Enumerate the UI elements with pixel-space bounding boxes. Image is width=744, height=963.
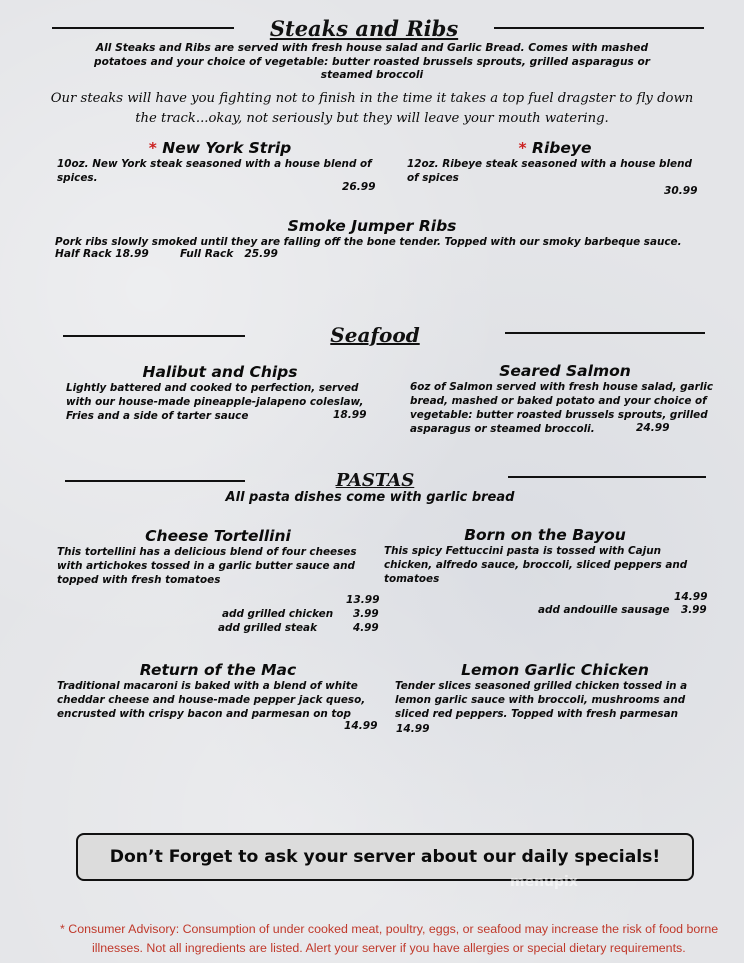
advisory-line-1: * Consumer Advisory: Consumption of under cooked meat, poultry, eggs, or seafood may increase the risk of food borne bbox=[60, 922, 719, 936]
price-new-york-strip: 26.99 bbox=[342, 181, 376, 193]
price-seared-salmon: 24.99 bbox=[636, 422, 670, 434]
watermark-logo: menupix bbox=[510, 874, 578, 890]
steaks-section-title: Steaks and Ribs bbox=[269, 16, 459, 41]
desc-line: bread, mashed or baked potato and your choice of bbox=[410, 395, 707, 407]
advisory-line-2: illnesses. Not all ingredients are listed. Alert your server if you have allergies or special dietary requirements. bbox=[92, 941, 686, 955]
desc-line: with our house-made pineapple-jalapeno coleslaw, bbox=[66, 396, 364, 408]
steaks-intro bbox=[40, 42, 704, 83]
dish-desc-return-of-the-mac bbox=[57, 679, 377, 721]
desc-line: 6oz of Salmon served with fresh house salad, garlic bbox=[410, 381, 714, 393]
desc-line: This tortellini has a delicious blend of four cheeses bbox=[57, 546, 357, 558]
addon-price: 4.99 bbox=[353, 622, 379, 634]
desc-line: Fries and a side of tarter sauce bbox=[66, 410, 249, 422]
price-cheese-tortellini: 13.99 bbox=[346, 594, 380, 606]
dish-title-cheese-tortellini: Cheese Tortellini bbox=[145, 527, 291, 545]
desc-line: Tender slices seasoned grilled chicken tossed in a bbox=[395, 680, 688, 692]
dish-desc-born-on-the-bayou bbox=[384, 544, 714, 586]
desc-line: sliced red peppers. Topped with fresh parmesan bbox=[395, 708, 679, 720]
addon-label: add grilled steak bbox=[218, 622, 317, 634]
consumer-advisory bbox=[60, 920, 730, 958]
dish-desc-seared-salmon bbox=[410, 380, 720, 436]
desc-line: tomatoes bbox=[384, 573, 440, 585]
addon-price: 3.99 bbox=[681, 604, 707, 616]
tagline-line-1: Our steaks will have you fighting not to finish in the time it takes a top fuel dragster to fly down bbox=[50, 91, 694, 106]
dish-desc-smoke-jumper-ribs: Pork ribs slowly smoked until they are falling off the bone tender. Topped with our smoky barbeque sauce. bbox=[55, 236, 682, 248]
steaks-tagline bbox=[30, 89, 714, 129]
addon-label: add andouille sausage bbox=[538, 604, 670, 616]
advisory-star-icon: * bbox=[148, 139, 157, 157]
desc-line: asparagus or steamed broccoli. bbox=[410, 423, 595, 435]
desc-line: spices. bbox=[57, 172, 98, 184]
desc-line: 10oz. New York steak seasoned with a house blend of bbox=[57, 158, 372, 170]
dish-desc-cheese-tortellini bbox=[57, 545, 387, 587]
price-ribeye: 30.99 bbox=[664, 185, 698, 197]
dish-title-seared-salmon: Seared Salmon bbox=[499, 362, 631, 380]
seafood-section-title: Seafood bbox=[330, 323, 420, 347]
price-full-rack: Full Rack 25.99 bbox=[180, 248, 278, 260]
divider-right bbox=[494, 27, 704, 29]
desc-line: of spices bbox=[407, 172, 459, 184]
dish-desc-halibut-and-chips bbox=[66, 381, 376, 423]
divider-left bbox=[52, 27, 234, 29]
price-half-rack: Half Rack 18.99 bbox=[55, 248, 149, 260]
desc-line: Traditional macaroni is baked with a blend of white bbox=[57, 680, 358, 692]
steaks-intro-line-3: steamed broccoli bbox=[320, 69, 424, 81]
dish-title-ribeye bbox=[480, 139, 630, 157]
pastas-section-title: PASTAS bbox=[335, 470, 415, 491]
dish-title-new-york-strip bbox=[120, 139, 320, 157]
steaks-intro-line-1: All Steaks and Ribs are served with fresh house salad and Garlic Bread. Comes with mashed bbox=[95, 42, 649, 54]
addon-label: add grilled chicken bbox=[222, 608, 334, 620]
divider-left bbox=[63, 335, 245, 337]
advisory-star-icon: * bbox=[518, 139, 527, 157]
desc-line: cheddar cheese and house-made pepper jack queso, bbox=[57, 694, 366, 706]
divider-left bbox=[65, 480, 245, 482]
dish-name: Ribeye bbox=[532, 139, 592, 157]
divider-right bbox=[505, 332, 705, 334]
divider-right bbox=[508, 476, 706, 478]
dish-title-smoke-jumper-ribs: Smoke Jumper Ribs bbox=[287, 217, 457, 235]
tagline-line-2: the track...okay, not seriously but they will leave your mouth watering. bbox=[135, 111, 609, 126]
daily-specials-banner: Don’t Forget to ask your server about our daily specials! bbox=[76, 833, 694, 881]
price-halibut-and-chips: 18.99 bbox=[333, 409, 367, 421]
dish-desc-ribeye bbox=[407, 157, 707, 185]
price-born-on-the-bayou: 14.99 bbox=[674, 591, 708, 603]
dish-title-halibut-and-chips: Halibut and Chips bbox=[142, 363, 298, 381]
price-lemon-garlic-chicken: 14.99 bbox=[396, 723, 430, 735]
desc-line: encrusted with crispy bacon and parmesan on top bbox=[57, 708, 351, 720]
dish-title-born-on-the-bayou: Born on the Bayou bbox=[464, 526, 626, 544]
dish-name: New York Strip bbox=[162, 139, 292, 157]
pastas-subtitle: All pasta dishes come with garlic bread bbox=[225, 490, 515, 505]
desc-line: lemon garlic sauce with broccoli, mushrooms and bbox=[395, 694, 686, 706]
addon-price: 3.99 bbox=[353, 608, 379, 620]
desc-line: topped with fresh tomatoes bbox=[57, 574, 221, 586]
dish-desc-lemon-garlic-chicken bbox=[395, 679, 715, 721]
steaks-intro-line-2: potatoes and your choice of vegetable: butter roasted brussels sprouts, grilled asparagus or bbox=[93, 55, 650, 68]
price-return-of-the-mac: 14.99 bbox=[344, 720, 378, 732]
desc-line: 12oz. Ribeye steak seasoned with a house blend bbox=[407, 158, 692, 170]
desc-line: chicken, alfredo sauce, broccoli, sliced peppers and bbox=[384, 559, 688, 571]
dish-title-return-of-the-mac: Return of the Mac bbox=[139, 661, 297, 679]
desc-line: Lightly battered and cooked to perfection, served bbox=[66, 382, 359, 394]
desc-line: This spicy Fettuccini pasta is tossed with Cajun bbox=[384, 545, 662, 557]
dish-desc-new-york-strip bbox=[57, 157, 387, 185]
dish-title-lemon-garlic-chicken: Lemon Garlic Chicken bbox=[461, 661, 649, 679]
desc-line: vegetable: butter roasted brussels sprouts, grilled bbox=[410, 409, 708, 421]
desc-line: with artichokes tossed in a garlic butter sauce and bbox=[57, 560, 355, 572]
